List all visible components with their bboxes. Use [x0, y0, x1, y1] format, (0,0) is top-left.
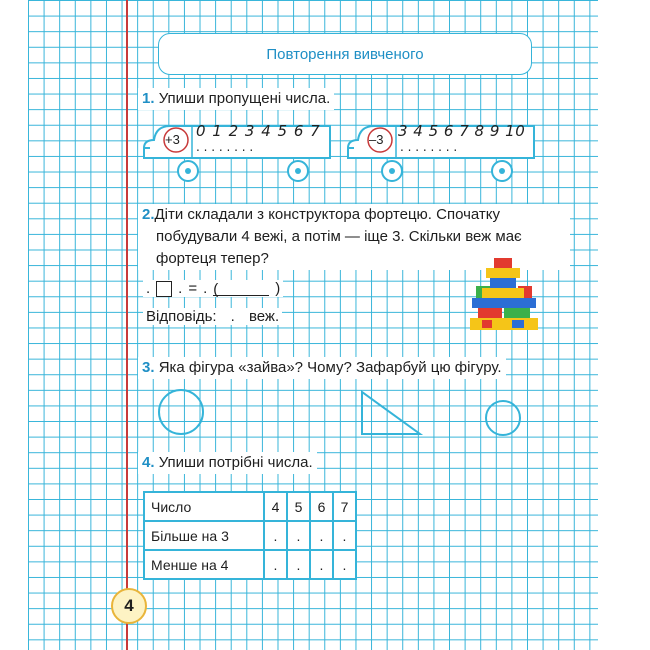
- numbers-table: [143, 491, 357, 580]
- task-2-number: 2.: [142, 206, 155, 223]
- bus-1-numbers: 0 1 2 3 4 5 6 7: [196, 122, 321, 140]
- equals-sign: =: [188, 280, 198, 297]
- answer-field[interactable]: .: [230, 308, 235, 325]
- table-value: 4: [264, 492, 287, 521]
- large-circle[interactable]: [159, 390, 203, 434]
- small-circle[interactable]: [486, 401, 520, 435]
- equation-row: . . = . ( ): [143, 280, 283, 297]
- table-row: [144, 492, 356, 521]
- bus-2-numbers: 3 4 5 6 7 8 9 10: [398, 122, 526, 140]
- answer-label: Відповідь:: [146, 308, 217, 325]
- answer-cell[interactable]: .: [310, 521, 333, 550]
- task-2-line-3: фортеця тепер?: [156, 250, 269, 267]
- row-label-more: Більше на 3: [144, 521, 264, 550]
- page-title: Повторення вивченого: [158, 33, 532, 75]
- answer-cell[interactable]: .: [264, 550, 287, 579]
- answer-unit: веж.: [248, 308, 280, 325]
- task-3-heading: [138, 357, 506, 379]
- task-3-number: 3.: [142, 359, 155, 376]
- answer-dot[interactable]: .: [203, 280, 208, 297]
- margin-line: [126, 0, 128, 650]
- answer-cell[interactable]: .: [287, 550, 310, 579]
- task-1-text: Упиши пропущені числа.: [158, 90, 331, 107]
- table-value: 5: [287, 492, 310, 521]
- table-value: 6: [310, 492, 333, 521]
- table-row: [144, 550, 356, 579]
- svg-text:. . . . . . . .: . . . . . . . .: [400, 140, 458, 154]
- answer-cell[interactable]: .: [264, 521, 287, 550]
- table-header-label: Число: [144, 492, 264, 521]
- svg-text:. . . . . . . .: . . . . . . . .: [196, 140, 254, 154]
- triangle[interactable]: [362, 392, 420, 434]
- bus-2-operator: –3: [369, 132, 384, 147]
- page-number-badge: 4: [111, 588, 147, 624]
- answer-cell[interactable]: .: [333, 521, 356, 550]
- shapes-row: [150, 386, 530, 442]
- task-1-heading: [138, 88, 334, 110]
- row-label-less: Менше на 4: [144, 550, 264, 579]
- unit-answer-field[interactable]: (: [213, 281, 269, 296]
- bus-1-operator: +3: [165, 132, 180, 147]
- operator-box[interactable]: [156, 281, 172, 297]
- answer-row: [143, 308, 282, 325]
- answer-dot[interactable]: .: [178, 280, 183, 297]
- task-1-number: 1.: [142, 90, 155, 107]
- answer-cell[interactable]: .: [333, 550, 356, 579]
- task-4-number: 4.: [142, 454, 155, 471]
- answer-cell[interactable]: .: [310, 550, 333, 579]
- task-2-line-2: побудували 4 вежі, а потім — іще 3. Скільки веж має: [156, 228, 522, 245]
- task-2-line-1: Діти складали з конструктора фортецю. Спочатку: [154, 206, 501, 223]
- table-value: 7: [333, 492, 356, 521]
- task-4-heading: [138, 452, 317, 474]
- lego-fortress-image: [468, 256, 540, 334]
- answer-dot[interactable]: .: [146, 280, 151, 297]
- task-3-text: Яка фігура «зайва»? Чому? Зафарбуй цю фігуру.: [158, 359, 502, 376]
- answer-cell[interactable]: .: [287, 521, 310, 550]
- table-row: [144, 521, 356, 550]
- task-4-text: Упиши потрібні числа.: [158, 454, 313, 471]
